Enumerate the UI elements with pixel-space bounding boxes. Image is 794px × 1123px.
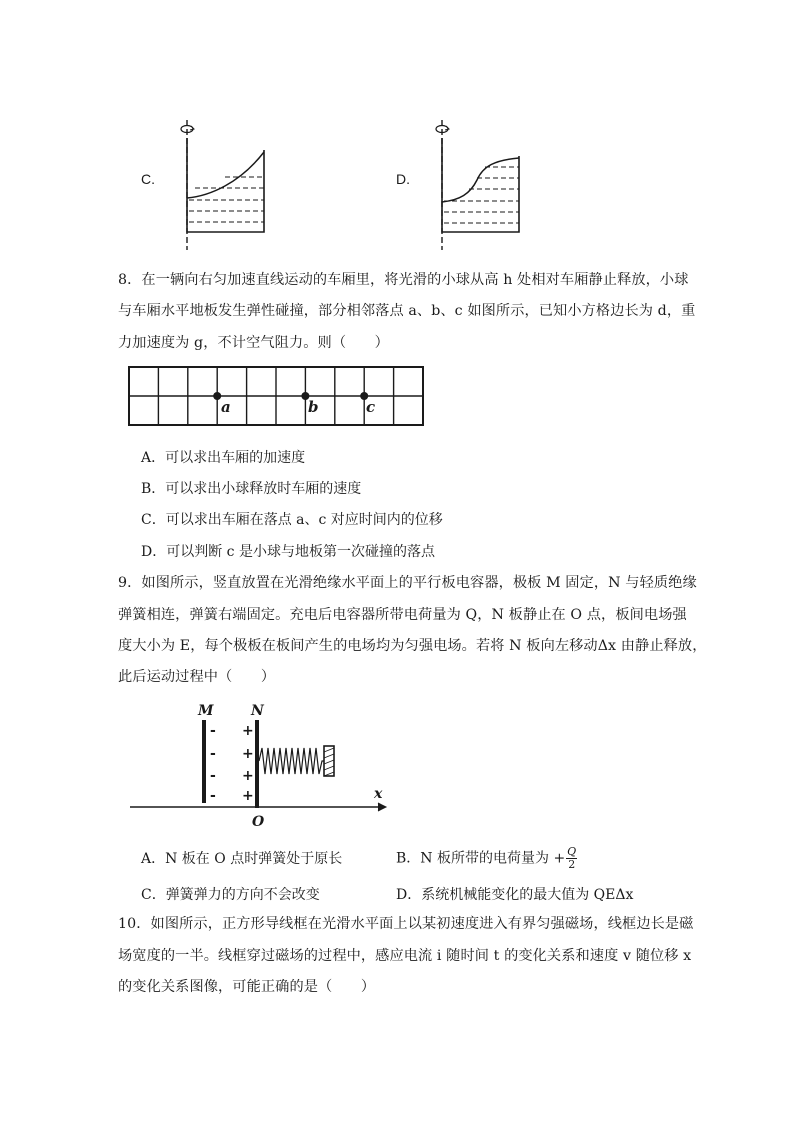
q8-grid-figure — [128, 366, 426, 428]
q9-option-b-prefix: B．N 板所带的电荷量为 + — [396, 850, 566, 867]
q8-option-a: A．可以求出车厢的加速度 — [141, 450, 306, 466]
plate-n-label: N — [251, 703, 264, 719]
fraction-q-over-2: $\frac{Q}{2}$ — [567, 845, 577, 871]
q9-option-c: C．弹簧弹力的方向不会改变 — [141, 887, 320, 903]
q10-stem-line2: 场宽度的一半。线框穿过磁场的过程中，感应电流 i 随时间 t 的变化关系和速度 v 随位移 x — [118, 948, 692, 964]
option-c-label: C. — [141, 171, 155, 187]
point-a — [213, 392, 221, 400]
q10-stem-line3: 的变化关系图像，可能正确的是（ ） — [118, 979, 376, 995]
q8-option-c: C．可以求出车厢在落点 a、c 对应时间内的位移 — [141, 512, 443, 528]
spring — [259, 748, 325, 774]
minus-1: - — [210, 723, 216, 739]
option-c-figure — [170, 118, 280, 254]
option-d-label: D. — [396, 171, 410, 187]
label-b: b — [308, 398, 319, 416]
minus-2: - — [210, 746, 216, 762]
q8-option-b: B．可以求出小球释放时车厢的速度 — [141, 481, 362, 497]
label-a: a — [221, 398, 231, 416]
q8-stem-line3: 力加速度为 g，不计空气阻力。则（ ） — [118, 335, 389, 351]
option-d-figure — [425, 118, 535, 254]
q9-option-d: D．系统机械能变化的最大值为 QEΔx — [396, 887, 634, 903]
plate-m-label: M — [198, 703, 214, 719]
minus-3: - — [210, 768, 216, 784]
q9-option-a: A．N 板在 O 点时弹簧处于原长 — [141, 851, 343, 867]
plus-3: + — [242, 768, 254, 784]
q9-stem-line1: 9．如图所示，竖直放置在光滑绝缘水平面上的平行板电容器，极板 M 固定，N 与轻质绝缘 — [118, 575, 697, 591]
q9-stem-line4: 此后运动过程中（ ） — [118, 669, 276, 685]
q9-capacitor-figure — [128, 700, 390, 832]
q8-stem-line2: 与车厢水平地板发生弹性碰撞，部分相邻落点 a、b、c 如图所示，已知小方格边长为 d，重 — [118, 303, 696, 319]
q10-stem-line1: 10．如图所示，正方形导线框在光滑水平面上以某初速度进入有界匀强磁场，线框边长是磁 — [118, 916, 694, 932]
plus-2: + — [242, 746, 254, 762]
axis-x-label: x — [374, 786, 383, 802]
q8-stem-line1: 8．在一辆向右匀加速直线运动的车厢里，将光滑的小球从高 h 处相对车厢静止释放，小球 — [118, 272, 689, 288]
label-c: c — [366, 398, 376, 416]
q8-option-d: D．可以判断 c 是小球与地板第一次碰撞的落点 — [141, 544, 435, 560]
q9-option-b — [396, 846, 577, 871]
plus-4: + — [242, 788, 254, 804]
origin-o-label: O — [252, 814, 265, 830]
plus-1: + — [242, 723, 254, 739]
q9-stem-line2: 弹簧相连，弹簧右端固定。充电后电容器所带电荷量为 Q，N 板静止在 O 点，板间电场强 — [118, 607, 687, 623]
q9-stem-line3: 度大小为 E，每个极板在板间产生的电场均为匀强电场。若将 N 板向左移动Δx 由静止释放， — [118, 638, 707, 654]
minus-4: - — [210, 788, 216, 804]
